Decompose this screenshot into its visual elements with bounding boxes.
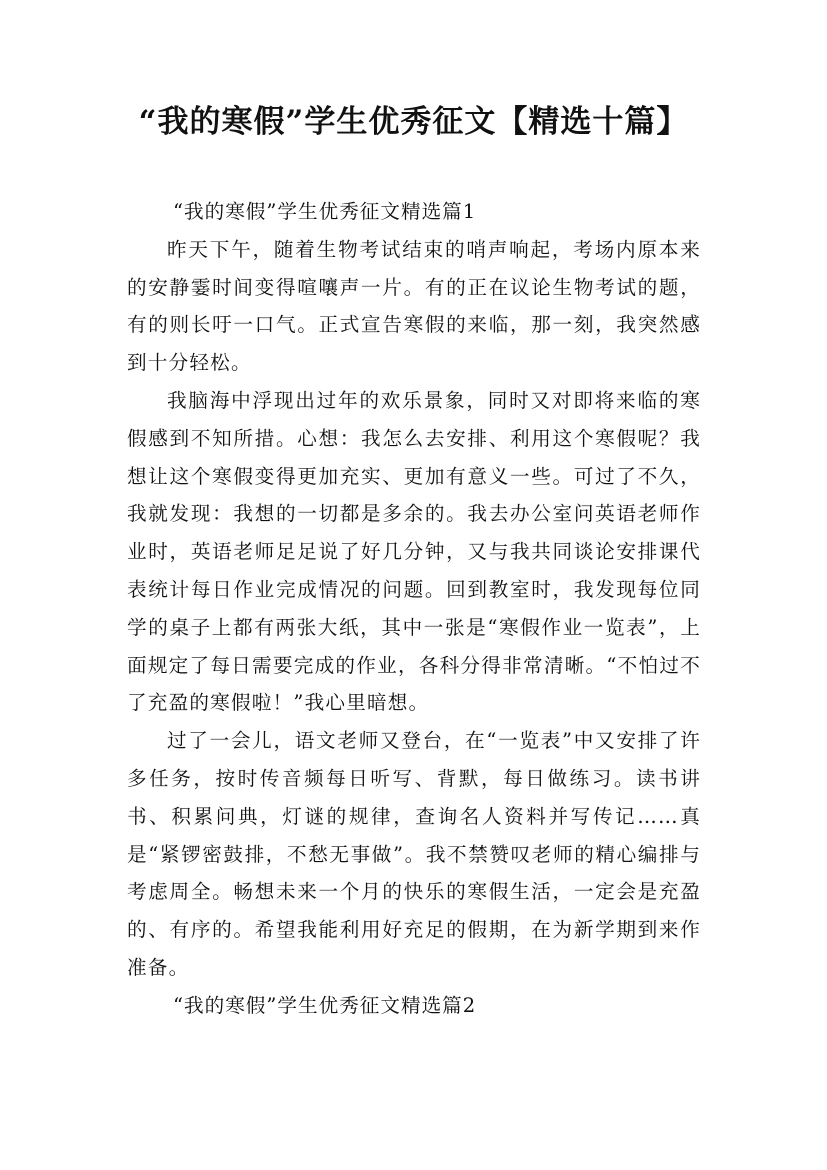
section-heading-2: “我的寒假”学生优秀征文精选篇2 [173,993,477,1017]
paragraph: 过了一会儿，语文老师又登台，在“一览表”中又安排了许多任务，按时传音频每日听写、背默，每日做练习。读书讲书、积累问典，灯谜的规律，查询名人资料并写传记……真是“紧锣密鼓排，不愁无事做”。我不禁赞叹老师的精心编排与考虑周全。畅想未来一个月的快乐的寒假生活，一定会是充盈的、有序的。希望我能利用好充足的假期，在为新学期到来作准备。 [127,729,701,979]
section-heading-1: “我的寒假”学生优秀征文精选篇1 [173,200,477,223]
paragraph: 我脑海中浮现出过年的欢乐景象，同时又对即将来临的寒假感到不知所措。心想：我怎么去安排、利用这个寒假呢？我想让这个寒假变得更加充实、更加有意义一些。可过了不久，我就发现：我想的一切都是多余的。我去办公室问英语老师作业时，英语老师足足说了好几分钟，又与我共同谈论安排课代表统计每日作业完成情况的问题。回到教室时，我发现每位同学的桌子上都有两张大纸，其中一张是“寒假作业一览表”，上面规定了每日需要完成的作业，各科分得非常清晰。“不怕过不了充盈的寒假啦！”我心里暗想。 [127,388,701,715]
paragraph: 昨天下午，随着生物考试结束的哨声响起，考场内原本来的安静霎时间变得喧嚷声一片。有的正在议论生物考试的题，有的则长吁一口气。正式宣告寒假的来临，那一刻，我突然感到十分轻松。 [127,237,701,375]
document-body [127,193,701,1025]
document-title: “我的寒假”学生优秀征文【精选十篇】 [138,104,689,140]
